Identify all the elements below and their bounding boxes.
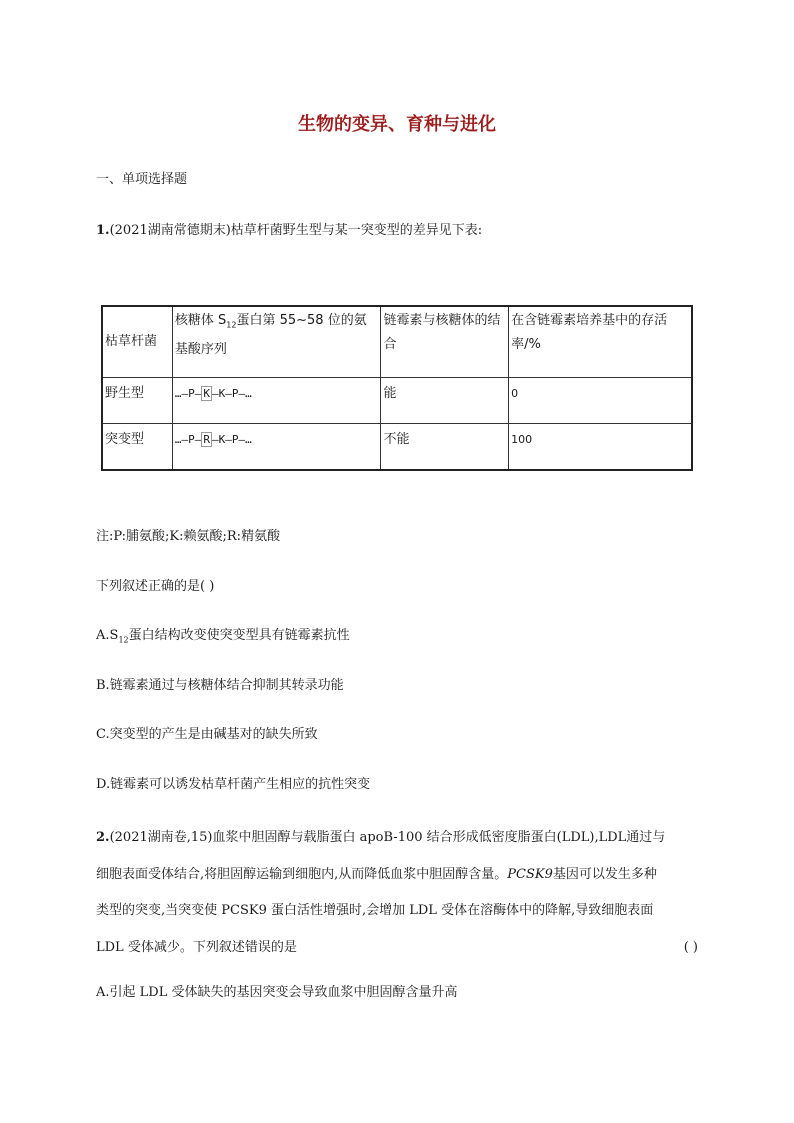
question-1-text: (2021湖南常德期末)枯草杆菌野生型与某一突变型的差异见下表: [109, 223, 483, 238]
row-wild-binding: 能 [381, 378, 509, 424]
question-2-option-a: A.引起 LDL 受体缺失的基因突变会导致血浆中胆固醇含量升高 [96, 985, 458, 1000]
row-wild-name: 野生型 [102, 378, 172, 424]
header-binding: 链霉素与核糖体的结合 [381, 306, 509, 378]
comparison-table [101, 305, 693, 471]
row-mutant-binding: 不能 [381, 424, 509, 471]
question-2-line-3: 类型的突变,当突变使 PCSK9 蛋白活性增强时,会增加 LDL 受体在溶酶体中的降解,导致细胞表面 [96, 903, 654, 918]
header-strain: 枯草杆菌 [102, 306, 172, 378]
option-c: C.突变型的产生是由碱基对的缺失所致 [96, 727, 318, 742]
row-mutant-sequence: …—P— R —K—P—… [172, 424, 381, 471]
question-2-line-2: 细胞表面受体结合,将胆固醇运输到细胞内,从而降低血浆中胆固醇含量。PCSK9基因可以发生多种 [96, 866, 657, 882]
question-1-number: 1. [96, 223, 110, 238]
option-d: D.链霉素可以诱发枯草杆菌产生相应的抗性突变 [96, 777, 371, 792]
section-heading: 一、单项选择题 [96, 172, 188, 187]
question-2-line-4: LDL 受体减少。下列叙述错误的是 ( ) [96, 930, 698, 967]
table-row [102, 424, 692, 471]
page-title: 生物的变异、育种与进化 [298, 114, 496, 135]
header-sequence: 核糖体 $S_{12}$蛋白第 55~58 位的氨基酸序列 [172, 306, 381, 378]
table-header-row [102, 306, 692, 378]
question-2-line-1: 2.(2021湖南卷,15)血浆中胆固醇与载脂蛋白 apoB-100 结合形成低密度脂蛋白(LDL),LDL通过与 [96, 830, 666, 845]
row-mutant-name: 突变型 [102, 424, 172, 471]
row-mutant-survival: 100 [509, 424, 692, 471]
table-row [102, 378, 692, 424]
question-2 [96, 820, 698, 966]
option-b: B.链霉素通过与核糖体结合抑制其转录功能 [96, 678, 344, 693]
answer-paren: ( ) [683, 939, 698, 955]
question-1-intro [96, 219, 482, 238]
row-wild-survival: 0 [509, 378, 692, 424]
option-a: $A.S_{12}$蛋白结构改变使突变型具有链霉素抗性 [96, 628, 350, 645]
question-1-stem: 下列叙述正确的是( ) [96, 579, 215, 594]
row-wild-sequence: …—P— K —K—P—… [172, 378, 381, 424]
header-survival: 在含链霉素培养基中的存活率/% [509, 306, 692, 378]
table-note: 注:P:脯氨酸;K:赖氨酸;R:精氨酸 [96, 529, 281, 544]
